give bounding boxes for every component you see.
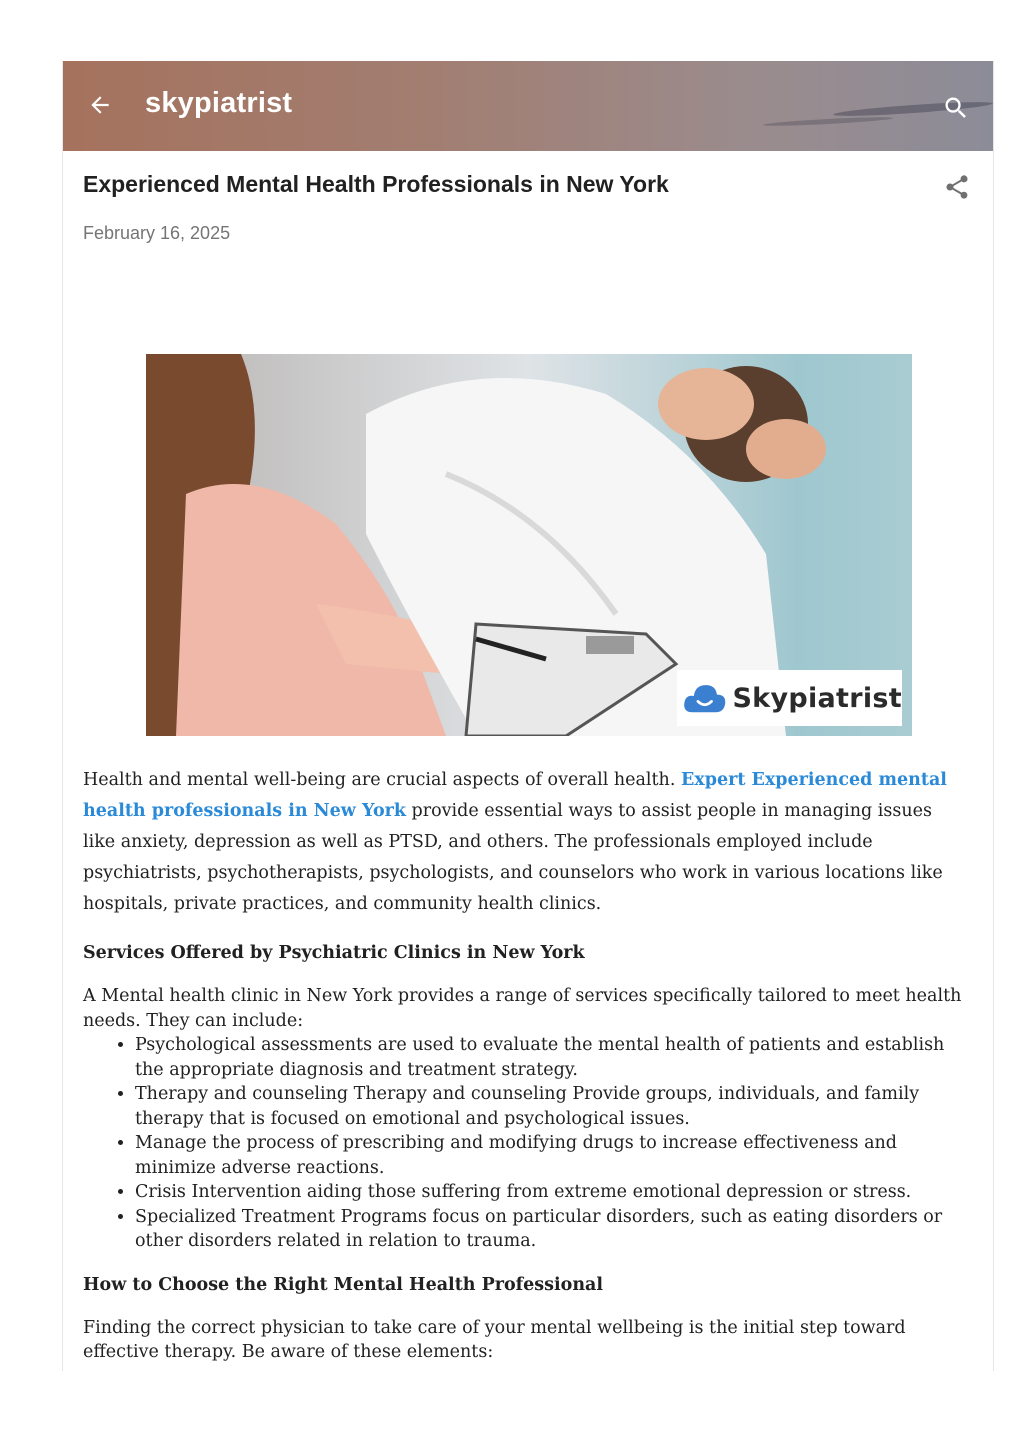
search-button[interactable] xyxy=(939,91,973,125)
intro-paragraph xyxy=(83,765,963,920)
blog-header xyxy=(63,61,993,151)
post-body xyxy=(83,765,963,1365)
section-heading-choose: How to Choose the Right Mental Health Professional xyxy=(83,1274,604,1295)
cloud-smile-icon xyxy=(683,675,726,721)
search-icon xyxy=(942,94,970,122)
post-title: Experienced Mental Health Professionals in New York xyxy=(83,171,669,197)
header-decoration xyxy=(763,116,893,128)
list-item: • Therapy and counseling Therapy and counseling Provide groups, individuals, and family therapy that is focused on emotional and psychological issues. xyxy=(135,1082,963,1131)
hero-image[interactable] xyxy=(146,354,912,736)
services-intro-paragraph: A Mental health clinic in New York provides a range of services specifically tailored to meet health needs. They can include: xyxy=(83,986,962,1031)
list-item: • Manage the process of prescribing and modifying drugs to increase effectiveness and minimize adverse reactions. xyxy=(135,1131,963,1180)
expert-professionals-link[interactable]: Expert Experienced mental health professionals in New York xyxy=(83,770,947,821)
choose-paragraph: Finding the correct physician to take care of your mental wellbeing is the initial step toward effective therapy. Be aware of these elements: xyxy=(83,1317,906,1362)
services-list xyxy=(83,1033,963,1254)
list-item: • Crisis Intervention aiding those suffering from extreme emotional depression or stress. xyxy=(135,1180,963,1205)
arrow-left-icon xyxy=(87,92,113,118)
section-heading-services: Services Offered by Psychiatric Clinics in New York xyxy=(83,943,585,963)
intro-text: Health and mental well-being are crucial aspects of overall health. xyxy=(83,770,681,790)
skypiatrist-logo xyxy=(677,670,902,726)
list-item: • Psychological assessments are used to evaluate the mental health of patients and establish the appropriate diagnosis and treatment strategy. xyxy=(135,1033,963,1082)
share-button[interactable] xyxy=(941,171,973,203)
list-item: • Specialized Treatment Programs focus on particular disorders, such as eating disorders or other disorders related in relation to trauma. xyxy=(135,1205,963,1254)
logo-text: Skypiatrist xyxy=(732,682,902,714)
intro-text: provide essential ways to assist people in managing issues like anxiety, depression as well as PTSD, and others. The professionals employed include psychiatrists, psychotherapists, psychologists, and counselors who work in various locations like hospitals, private practices, and community health clinics. xyxy=(83,801,943,914)
share-icon xyxy=(943,173,971,201)
post-date: February 16, 2025 xyxy=(83,223,231,243)
blog-title-link[interactable]: skypiatrist xyxy=(145,87,293,119)
back-button[interactable] xyxy=(85,89,115,121)
